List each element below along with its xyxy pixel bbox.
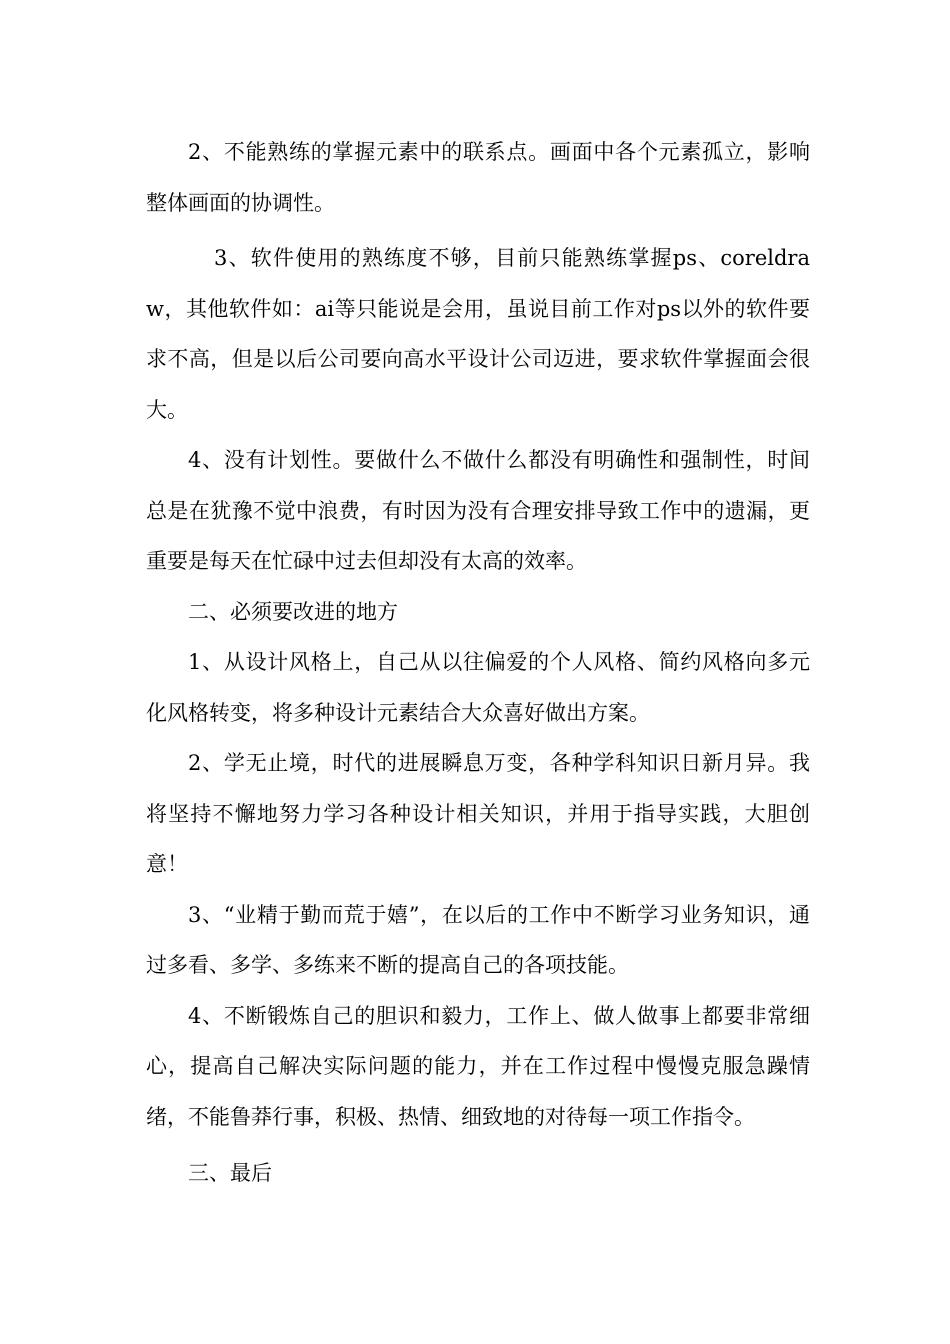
paragraph-4: 1、从设计风格上，自己从以往偏爱的个人风格、简约风格向多元化风格转变，将多种设计元素结合大众喜好做出方案。 — [146, 650, 810, 725]
paragraph-6: 3、“业精于勤而荒于嬉”，在以后的工作中不断学习业务知识，通过多看、多学、多练来不断的提高自己的各项技能。 — [146, 902, 810, 977]
paragraph-7: 4、不断锻炼自己的胆识和毅力，工作上、做人做事上都要非常细心，提高自己解决实际问题的能力，并在工作过程中慢慢克服急躁情绪，不能鲁莽行事，积极、热情、细致地的对待每一项工作指令。 — [146, 1003, 810, 1129]
section-heading-improvements: 二、必须要改进的地方 — [188, 599, 398, 624]
paragraph-3: 4、没有计划性。要做什么不做什么都没有明确性和强制性，时间总是在犹豫不觉中浪费，有时因为没有合理安排导致工作中的遗漏，更重要是每天在忙碌中过去但却没有太高的效率。 — [146, 448, 810, 573]
paragraph-2: 3、软件使用的熟练度不够，目前只能熟练掌握ps、coreldraw，其他软件如：ai等只能说是会用，虽说目前工作对ps以外的软件要求不高，但是以后公司要向高水平设计公司迈进，要求软件掌握面会很大。 — [146, 246, 810, 422]
document-body — [146, 127, 810, 1199]
paragraph-5: 2、学无止境，时代的进展瞬息万变，各种学科知识日新月异。我将坚持不懈地努力学习各种设计相关知识，并用于指导实践，大胆创意！ — [146, 751, 810, 876]
paragraph-1: 2、不能熟练的掌握元素中的联系点。画面中各个元素孤立，影响整体画面的协调性。 — [146, 140, 810, 215]
section-heading-final: 三、最后 — [188, 1161, 272, 1185]
